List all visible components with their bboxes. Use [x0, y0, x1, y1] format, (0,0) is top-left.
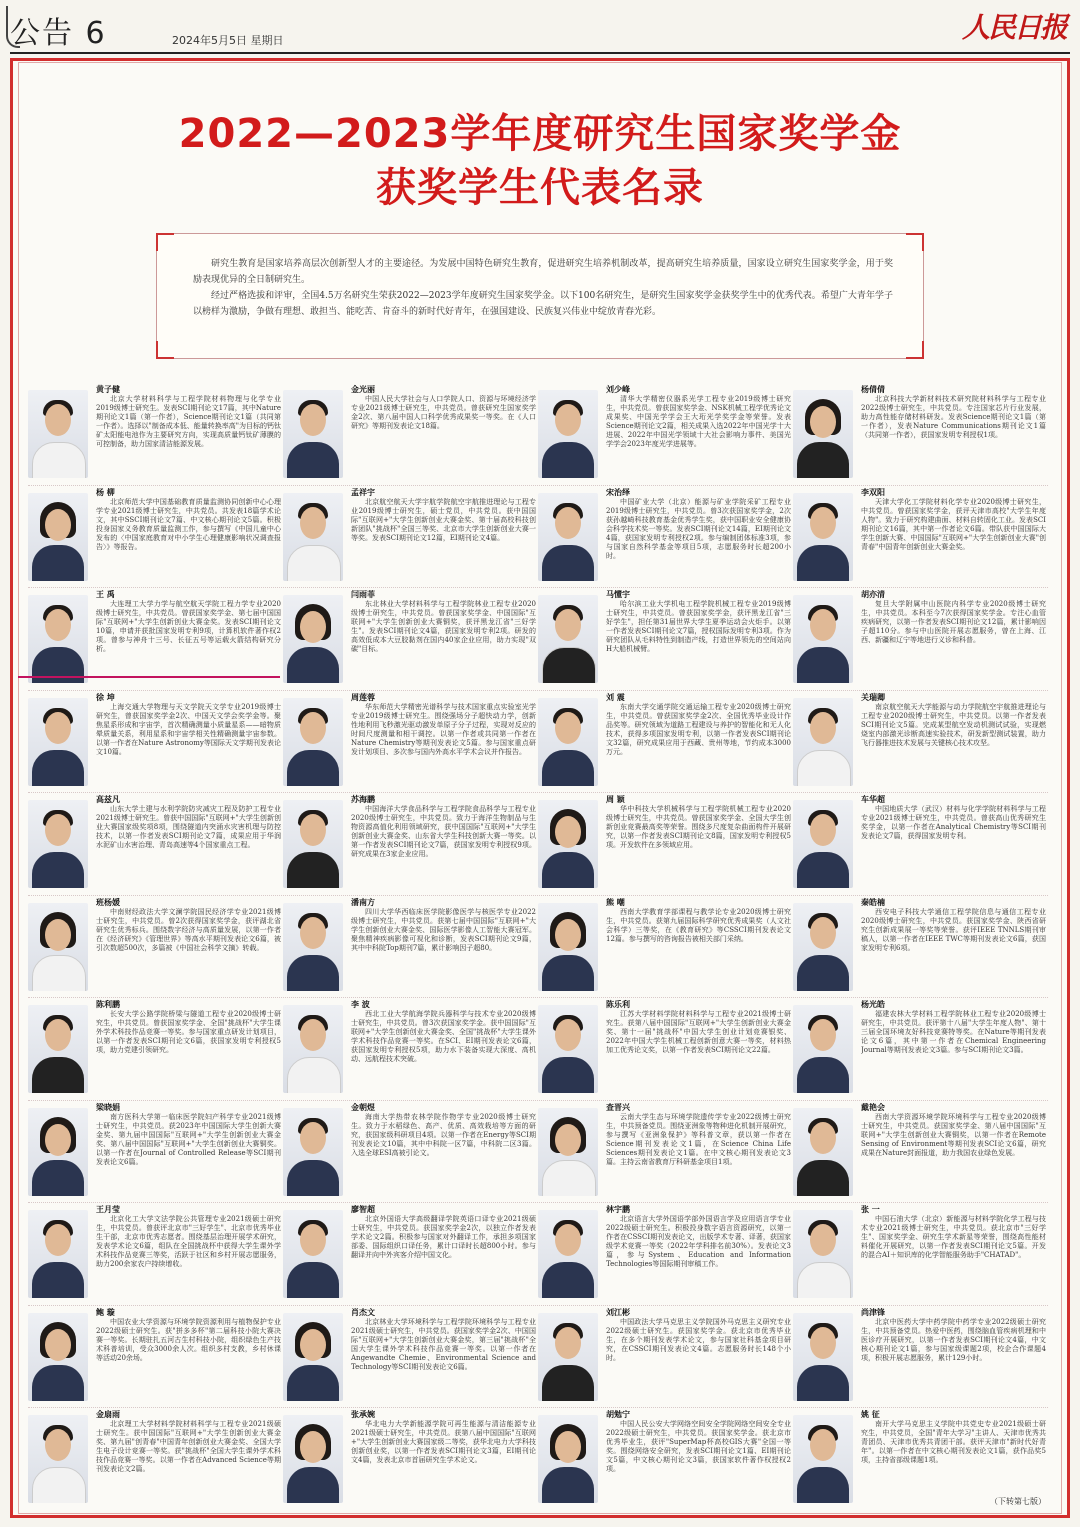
- portrait-head: [45, 509, 71, 541]
- portrait-body: [542, 955, 594, 991]
- student-card: [538, 384, 793, 487]
- student-card: [283, 384, 538, 487]
- page-title-line-1: 2022—2023学年度研究生国家奖学金: [178, 111, 902, 157]
- student-bio: 中南财经政法大学文澜学院国民经济学专业2021级博士研究生，中共党员。曾2次获得国家奖学金，获评湖北省研究生优秀标兵。围绕数字经济与高质量发展，以第一作者在《经济研究》《管理世界》等高水平期刊发表论文6篇，被引次数超500次，多篇被《中国社会科学文摘》转载。: [96, 907, 281, 952]
- portrait-head: [45, 712, 71, 744]
- masthead-rule: [10, 52, 1070, 54]
- student-name: 潘南方: [351, 897, 375, 907]
- student-bio: 复旦大学附属中山医院内科学专业2020级博士研究生，中共党员。本科至今7次获得国家奖学金。专注心血管疾病研究，以第一作者发表SCI期刊论文12篇，累计影响因子超110分。参与中山医院开展志愿服务，曾在上海、江西、新疆和辽宁等地进行义诊和科普。: [861, 600, 1046, 644]
- student-bio: 华东师范大学精密光谱科学与技术国家重点实验室光学专业2019级博士研究生。围绕强场分子超快动力学，创新性地利用飞秒激光驱动激发单原子分子过程，实现对反应的时间尺度测量和相干调控。以第一作者或共同第一作者在Nature Chemistry等期刊发表论文5篇。参与国家重点研发计划项目、多次参与国内外高水平学术会议并作报告。: [351, 702, 536, 756]
- student-bio: 南方医科大学第一临床医学院妇产科学专业2021级博士研究生，中共党员。获2023年中国国际大学生创新大赛金奖、第九届中国国际"互联网+"大学生创新创业大赛金奖、第八届中国国际"互联网+"大学生创新创业大赛铜奖。以第一作者在Journal of Controlled Release等SCI期刊发表论文6篇。: [96, 1112, 281, 1166]
- portrait-body: [287, 442, 339, 478]
- student-name: 陈乐利: [606, 1000, 630, 1009]
- student-bio: 西安电子科技大学通信工程学院信息与通信工程专业2020级博士研究生，中共党员。获国家奖学金、陕西省研究生创新成果展一等奖等荣誉。获评IEEE TNNLS期刊审稿人，以第一作者在IEEE TWC等期刊发表论文6篇，获国家发明专利6项。: [861, 907, 1046, 952]
- student-bio: 上海交通大学物理与天文学院天文学专业2019级博士研究生，曾获国家奖学金2次、中国天文学会奖学金等。聚焦星系形成和宇宙学，首次精确测量小质量星系——暗物质晕质量关系，利用星系和宇宙学相关性精确测量宇宙参数。以第一作者在Nature Astronomy等国际天文学期刊发表论文10篇。: [96, 702, 281, 756]
- student-photo: [283, 390, 343, 478]
- portrait-body: [287, 1467, 339, 1503]
- student-card: [793, 384, 1048, 487]
- student-bio: 北京语言大学外国语学部外国语言学及应用语言学专业2022级硕士研究生。积极投身数字语言资源研究，以第一作者在CSSCI期刊发表论文，出版学术专著、译著，获国家级学术竞赛一等奖（2022年学科排名前30%）。发表论文3篇，参与System、Education and Information Technologies等国际期刊审稿工作。: [606, 1215, 791, 1268]
- student-bio: 西南大学资源环境学院环境科学与工程专业2020级博士研究生，中共党员。获国家奖学金、第八届中国国际"互联网+"大学生创新创业大赛铜奖，以第一作者在Remote Sensing of Environment等期刊发表SCI论文6篇，研究成果在Nature封面报道，助力我国农业绿色发展。: [861, 1112, 1046, 1157]
- student-photo: [793, 493, 853, 581]
- student-name: 陈利鹏: [96, 1000, 120, 1009]
- student-photo: [793, 1210, 853, 1298]
- row-divider: [28, 1100, 1048, 1101]
- portrait-body: [32, 750, 84, 786]
- student-card: [793, 1307, 1048, 1410]
- student-card: [283, 1204, 538, 1307]
- student-card: [283, 1409, 538, 1512]
- student-name: 刘少峰: [606, 385, 630, 394]
- student-bio: 大连理工大学力学与航空航天学院工程力学专业2020级博士研究生，中共党员。曾获国家奖学金、第七届中国国际"互联网+"大学生创新创业大赛金奖。发表SCI期刊论文10篇，申请并获批国家发明专利9项，计算机软件著作权2项。曾参与神舟十三号、长征五号等运载火箭结构研究分析。: [96, 600, 281, 653]
- student-photo: [793, 595, 853, 683]
- student-name: 金扇雨: [96, 1410, 120, 1419]
- student-photo: [283, 1005, 343, 1093]
- student-bio: 清华大学精密仪器系光学工程专业2019级博士研究生，中共党员。曾获国家奖学金、NSK机械工程学优秀论文成果奖、中国光学学会王大珩光学奖学金等荣誉。发表Science期刊论文2篇，相关成果入选2022年中国光学十大进展、2022年中国光学领域十大社会影响力事件、美国光学学会2023年度光学进展等。: [606, 395, 791, 448]
- student-name: 姚 征: [861, 1410, 880, 1419]
- student-name: 廖智超: [351, 1205, 375, 1214]
- intro-paragraph: 研究生教育是国家培养高层次创新型人才的主要途径。为发展中国特色研究生教育，促进研究生培养机制改革，提高研究生培养质量，国家设立研究生国家奖学金，用于奖励表现优异的全日制研究生。: [193, 259, 893, 285]
- student-card: [28, 487, 283, 590]
- portrait-body: [287, 750, 339, 786]
- student-card: [793, 897, 1048, 1000]
- student-card: [793, 1102, 1048, 1205]
- highlight-underline: [18, 676, 280, 678]
- portrait-body: [797, 647, 849, 683]
- student-photo: [28, 1313, 88, 1401]
- row-divider: [28, 997, 1048, 998]
- student-card: [283, 897, 538, 1000]
- student-card: [283, 589, 538, 692]
- portrait-body: [32, 1262, 84, 1298]
- student-card: [538, 1409, 793, 1512]
- student-name: 胡勉宁: [606, 1410, 630, 1419]
- portrait-body: [542, 1365, 594, 1401]
- student-name: 杨倩倩: [861, 385, 885, 394]
- student-name: 戴艳会: [861, 1102, 885, 1112]
- student-card: [793, 1204, 1048, 1307]
- portrait-head: [555, 816, 581, 848]
- portrait-head: [300, 1431, 326, 1463]
- student-card: [28, 897, 283, 1000]
- row-divider: [28, 587, 1048, 588]
- portrait-head: [45, 1224, 71, 1256]
- student-card: [538, 1307, 793, 1410]
- student-name: 张承婉: [351, 1410, 375, 1419]
- student-name: 关瑞卿: [861, 692, 885, 702]
- section-header: 公告 6: [10, 16, 107, 51]
- student-bio: 中国政法大学马克思主义学院国外马克思主义研究专业2022级硕士研究生。获国家奖学金。获北京市优秀毕业生，在多个期刊发表学术论文，参与国家社科基金项目研究，在CSSCI期刊发表论文4篇。志愿服务时长148个小时。: [606, 1317, 791, 1362]
- student-name: 李 波: [351, 1000, 370, 1009]
- student-name: 班杨媛: [96, 897, 120, 907]
- student-name: 林宇鹏: [606, 1205, 630, 1214]
- portrait-head: [555, 1019, 581, 1051]
- student-photo: [538, 1108, 598, 1196]
- student-bio: 长安大学公路学院桥梁与隧道工程专业2020级博士研究生，中共党员。曾获国家奖学金、全国"挑战杯"大学生课外学术科技作品竞赛一等奖。参与国家重点研发计划项目，以第一作者发表SCI期刊论文6篇，获国家发明专利授权5项，助力党建引领研究。: [96, 1010, 281, 1054]
- student-photo: [538, 595, 598, 683]
- student-photo: [793, 903, 853, 991]
- portrait-body: [542, 852, 594, 888]
- student-photo: [793, 1108, 853, 1196]
- intro-text: [193, 256, 893, 320]
- student-card: [538, 794, 793, 897]
- portrait-body: [287, 647, 339, 683]
- student-name: 孟祥宇: [351, 487, 375, 497]
- portrait-head: [45, 919, 71, 951]
- student-bio: 北京大学材料科学与工程学院材料物理与化学专业2019级博士研究生。发表SCI期刊论文17篇，其中Nature期刊论文1篇（第一作者），Science期刊论文1篇（共同第一作者）。选择以"制备成本低、能量转换率高"为目标的钙钛矿太阳能电池作为主要研究方向，实现高质量钙钛矿薄膜的可控制备，助力国家清洁能源发展。: [96, 395, 281, 448]
- student-photo: [793, 1313, 853, 1401]
- student-bio: 四川大学华西临床医学院影像医学与核医学专业2022级博士研究生，中共党员。获第七届中国国际"互联网+"大学生创新创业大赛金奖、国际医学影像人工智能大赛冠军。聚焦精神疾病影像可视化和诊断，发表SCI期刊论文9篇，其中中科院Top期刊7篇，累计影响因子超80。: [351, 907, 536, 952]
- portrait-head: [810, 712, 836, 744]
- student-card: [793, 794, 1048, 897]
- portrait-body: [32, 1365, 84, 1401]
- student-name: 刘江彬: [606, 1307, 630, 1317]
- student-name: 周 颖: [606, 795, 625, 804]
- student-photo: [283, 800, 343, 888]
- student-bio: 云南大学生态与环境学院遗传学专业2022级博士研究生，中共预备党员。围绕亚洲象等物种进化机制开展研究，参与撰写《亚洲象保护》等科普文章，获以第一作者在Science期刊发表论文1篇，在Science China Life Sciences期刊发表论文1篇。在中文核心期刊发表论文3篇。主持云南省教育厅科研基金项目1项。: [606, 1112, 791, 1166]
- portrait-head: [300, 1224, 326, 1256]
- newspaper-logo: 人民日报: [961, 11, 1066, 44]
- portrait-head: [300, 507, 326, 539]
- portrait-head: [45, 1329, 71, 1361]
- student-photo: [28, 903, 88, 991]
- portrait-body: [542, 1467, 594, 1503]
- portrait-body: [797, 1160, 849, 1196]
- student-card: [793, 487, 1048, 590]
- student-photo: [28, 1108, 88, 1196]
- portrait-body: [287, 1057, 341, 1093]
- portrait-body: [542, 1262, 594, 1298]
- student-photo: [28, 1210, 88, 1298]
- portrait-body: [287, 955, 339, 991]
- portrait-body: [287, 1262, 339, 1298]
- portrait-body: [797, 1467, 849, 1503]
- student-photo: [283, 493, 343, 581]
- student-bio: 中国地质大学（武汉）材料与化学学院材料科学与工程专业2021级博士研究生，中共党员。曾获高山优秀研究生奖学金，以第一作者在Analytical Chemistry等SCI期刊发表论文7篇，获得国家发明专利。: [861, 805, 1046, 840]
- student-card: [538, 897, 793, 1000]
- student-photo: [793, 698, 853, 786]
- portrait-head: [555, 1124, 581, 1156]
- portrait-body: [797, 545, 849, 581]
- student-card: [28, 999, 283, 1102]
- portrait-body: [287, 1160, 339, 1196]
- portrait-head: [555, 404, 581, 436]
- student-bio: 中国石油大学（北京）新能源与材料学院化学工程与技术专业2021级博士研究生，中共党员。获北京市"三好学生"、国家奖学金、研究生学术新星等荣誉，围绕高性能材料催化开展研究，以第一作者发表SCI期刊论文5篇。开发的混合AI＋知识库的化学智能服务助手"CHATAD"。: [861, 1215, 1046, 1259]
- portrait-head: [810, 917, 836, 949]
- portrait-body: [542, 1160, 596, 1196]
- student-photo: [28, 1415, 88, 1503]
- student-bio: 中国矿业大学（北京）能源与矿业学院采矿工程专业2019级博士研究生，中共党员。曾3次获国家奖学金，2次获孙越崎科技教育基金优秀学生奖，获中国职业安全健康协会科学技术奖一等奖。发表SCI期刊论文14篇，EI期刊论文4篇，获国家发明专利授权2项。参与编制团体标准3项，参与国家自然科学基金等项目5项，志愿服务时长超200小时。: [606, 497, 791, 560]
- portrait-head: [300, 611, 326, 643]
- student-photo: [538, 493, 598, 581]
- portrait-head: [300, 814, 326, 846]
- student-card: [28, 794, 283, 897]
- portrait-head: [300, 712, 326, 744]
- student-card: [28, 1307, 283, 1410]
- student-name: 宋治绎: [606, 487, 630, 497]
- student-card: [538, 589, 793, 692]
- student-card: [28, 1204, 283, 1307]
- student-name: 车华超: [861, 795, 885, 804]
- issue-date: 2024年5月5日 星期日: [172, 34, 284, 47]
- portrait-head: [300, 404, 326, 436]
- row-divider: [28, 485, 1048, 486]
- portrait-head: [45, 1019, 71, 1051]
- student-name: 胡亦清: [861, 590, 885, 599]
- portrait-body: [797, 955, 849, 991]
- student-card: [28, 384, 283, 487]
- portrait-body: [287, 545, 341, 581]
- student-card: [283, 1307, 538, 1410]
- portrait-body: [797, 750, 851, 786]
- portrait-head: [810, 814, 836, 846]
- portrait-head: [300, 1329, 326, 1361]
- student-name: 李双阳: [861, 487, 885, 497]
- student-bio: 北京科技大学新材料技术研究院材料科学与工程专业2022级博士研究生，中共党员。专注国家芯片行业发展，助力高性能存储材料研发。发表Science期刊论文1篇（第一作者），发表Nature Communications期刊论文1篇（共同第一作者），获国家发明专利授权1项。: [861, 395, 1046, 439]
- student-card: [538, 487, 793, 590]
- corner-ornament: [156, 341, 174, 359]
- portrait-body: [797, 852, 849, 888]
- portrait-body: [797, 442, 849, 478]
- student-name: 金朝煜: [351, 1102, 375, 1112]
- student-card: [793, 999, 1048, 1102]
- student-name: 闫雨菲: [351, 590, 375, 599]
- student-photo: [28, 493, 88, 581]
- student-name: 梁晓娟: [96, 1102, 120, 1112]
- student-card: [28, 1102, 283, 1205]
- student-bio: 北京理工大学材料学院材料科学与工程专业2021级硕士研究生。获中国国际"互联网+"大学生创新创业大赛金奖、第九届"创青春"中国青年创新创业大赛金奖、全国大学生电子设计竞赛一等奖。获"挑战杯"全国大学生课外学术科技作品竞赛一等奖。以第一作者在Advanced Science等期刊发表论文2篇。: [96, 1420, 281, 1473]
- student-bio: 东北林业大学材料科学与工程学院林业工程专业2020级博士研究生，中共党员。曾获国家奖学金、中国国际"互联网+"大学生创新创业大赛铜奖，获评黑龙江省"三好学生"。发表SCI期刊论文4篇，获国家发明专利2项。研发的高效低成本大豆胶黏剂在国内40家企业应用，助力实现"双碳"目标。: [351, 600, 536, 653]
- student-photo: [283, 698, 343, 786]
- student-photo: [538, 698, 598, 786]
- portrait-head: [810, 1122, 836, 1154]
- portrait-head: [810, 406, 836, 438]
- student-bio: 中国人民大学社会与人口学院人口、资源与环境经济学专业2021级博士研究生，中共党员。曾获研究生国家奖学金2次、第八届中国人口科学优秀成果奖一等奖。在《人口研究》等期刊发表论文18篇。: [351, 395, 536, 430]
- student-name: 查晋兴: [606, 1102, 630, 1112]
- student-card: [538, 692, 793, 795]
- student-bio: 西北工业大学航海学院兵器科学与技术专业2020级博士研究生，中共党员。曾3次获国家奖学金。获中国国际"互联网+"大学生创新创业大赛金奖、全国"挑战杯"大学生课外学术科技作品竞赛一等奖。在SCI、EI期刊发表论文6篇，获国家发明专利授权5项，助力水下装备实现大深度、高机动、远航程技术突破。: [351, 1010, 536, 1063]
- student-bio: 天津大学化工学院材料化学专业2020级博士研究生，中共党员。曾获国家奖学金，获评天津市高校"大学生年度人物"。致力于研究构建曲面、材料自转固化工业。发表SCI期刊论文16篇，其中第一作者论文6篇。带队获中国国际大学生创新大赛、中国国际"互联网+"大学生创新创业大赛"创青春"中国青年创新创业大赛金奖。: [861, 497, 1046, 551]
- corner-ornament: [156, 233, 174, 251]
- page-title-line-2: 获奖学生代表名录: [376, 165, 704, 211]
- student-card: [538, 1102, 793, 1205]
- student-photo: [28, 1005, 88, 1093]
- corner-ornament: [906, 233, 924, 251]
- student-photo: [538, 1415, 598, 1503]
- portrait-head: [45, 1124, 71, 1156]
- portrait-head: [810, 1019, 836, 1051]
- portrait-body: [32, 852, 84, 888]
- student-photo: [283, 1210, 343, 1298]
- student-photo: [793, 1415, 853, 1503]
- continued-note: （下转第七版）: [990, 1497, 1046, 1506]
- portrait-head: [810, 609, 836, 641]
- portrait-head: [810, 1327, 836, 1359]
- portrait-body: [542, 750, 594, 786]
- student-bio: 北京林业大学环境科学与工程学院环境科学与工程专业2021级硕士研究生，中共党员。获国家奖学金2次、中国国际"互联网+"大学生创新创业大赛金奖，第三届"挑战杯"全国大学生课外学术科技作品竞赛一等奖。以第一作者在Angewandte Chemie、Environmental Science and Technology等SCI期刊发表论文6篇。: [351, 1317, 536, 1371]
- student-name: 熊 嘲: [606, 897, 625, 907]
- portrait-head: [45, 404, 71, 436]
- student-card: [793, 589, 1048, 692]
- student-photo: [793, 390, 853, 478]
- student-bio: 南京航空航天大学能源与动力学院航空宇航推进理论与工程专业2020级博士研究生，中共党员。以第一作者发表SCI期刊论文5篇。完成某型航空发动机测试试验，实现燃烧室内部激光诊断高速实验技术，研发新型测试装置，助力飞行器推进技术发展与关键核心技术攻坚。: [861, 702, 1046, 747]
- portrait-head: [810, 1429, 836, 1461]
- student-bio: 海南大学热带农林学院作物学专业2020级博士研究生。致力于水稻绿色、高产、优质、高效栽培等方面的研究，获国家级科研项目4项。以第一作者在Energy等SCI期刊发表论文10篇，其中中科院一区7篇，中科院二区3篇。入选全球ESI高被引论文。: [351, 1112, 536, 1157]
- portrait-head: [555, 1327, 581, 1359]
- row-divider: [28, 1407, 1048, 1408]
- portrait-body: [32, 1057, 84, 1093]
- student-name: 王月莹: [96, 1205, 120, 1214]
- student-bio: 北京化工大学文法学院公共管理专业2021级硕士研究生，中共党员。曾获评北京市"三好学生"、北京市优秀毕业生干部，北京市优秀志愿者。围绕基层治理开展学术研究，发表学术论文6篇，组队在全国挑战杯中获得大学生课外学术科技作品竞赛三等奖，活跃于社区和乡村开展志愿服务，助力200余家农户持续增收。: [96, 1215, 281, 1268]
- portrait-body: [32, 1160, 84, 1196]
- portrait-body: [797, 1057, 849, 1093]
- masthead: [0, 0, 1080, 52]
- portrait-body: [542, 545, 594, 581]
- portrait-head: [45, 1429, 71, 1461]
- student-bio: 东南大学交通学院交通运输工程专业2020级博士研究生，中共党员。曾获国家奖学金2次、全国优秀毕业设计作品奖等。研究领域为道路工程建设与养护的智能化和无人化技术，获得多项国家发明专利，以第一作者发表SCI期刊论文32篇，研究成果应用于西藏、贵州等地，节约成本3000万元。: [606, 702, 791, 756]
- student-photo: [283, 903, 343, 991]
- student-name: 黄子健: [96, 385, 120, 394]
- student-name: 王 禹: [96, 590, 115, 599]
- portrait-head: [45, 609, 71, 641]
- student-bio: 北京航空航天大学宇航学院航空宇航推进理论与工程专业2019级博士研究生，硕士党员，中共党员。获中国国际"互联网+"大学生创新创业大赛金奖、第十届高校科技创新团队"挑战杯"全国三等奖、北京市大学生创新创业大赛一等奖。发表SCI期刊论文12篇，EI期刊论文4篇。: [351, 497, 536, 542]
- student-name: 徐 坤: [96, 692, 115, 702]
- student-photo: [538, 1210, 598, 1298]
- student-photo: [28, 698, 88, 786]
- portrait-head: [300, 1122, 326, 1154]
- portrait-head: [45, 814, 71, 846]
- student-bio: 哈尔滨工业大学机电工程学院机械工程专业2019级博士研究生，中共党员。曾获国家奖学金，获评黑龙江省"三好学生"，担任第31届世界大学生夏季运动会火炬手。以第一作者发表SCI期刊论文7篇，授权国际发明专利3项。作为研究团队从毛料特性到制造产线，打造世界领先的空间站向H大船机械臂。: [606, 600, 791, 653]
- student-card: [28, 1409, 283, 1512]
- student-photo: [538, 903, 598, 991]
- student-name: 高兹凡: [96, 795, 120, 804]
- portrait-body: [797, 1365, 849, 1401]
- student-card: [538, 1204, 793, 1307]
- row-divider: [28, 792, 1048, 793]
- student-name: 马懂宇: [606, 590, 630, 599]
- student-name: 肖杰文: [351, 1307, 375, 1317]
- student-bio: 中国海洋大学食品科学与工程学院食品科学与工程专业2020级博士研究生，中共党员。致力于海洋生物制品与生物资源高值化利用领域研究，获中国国际"互联网+"大学生创新创业大赛金奖、山东省大学生科技创新大赛一等奖。以第一作者发表SCI期刊论文7篇，获国家发明专利授权9项。研究成果在3家企业应用。: [351, 805, 536, 858]
- student-bio: 中国农业大学资源与环境学院资源利用与植物保护专业2022级硕士研究生。获"拼多多杯"第二届科技小院大赛决赛一等奖。长期驻扎五河古生村科技小院，组织绿色生产技术科普培训，受众3000余人次。组织多村支教，乡村休课等活动20余场。: [96, 1317, 281, 1362]
- portrait-body: [32, 955, 86, 991]
- student-name: 秦皓楠: [861, 897, 885, 907]
- student-photo: [283, 1313, 343, 1401]
- student-bio: 华北电力大学新能源学院可再生能源与清洁能源专业2021级硕士研究生，中共党员。获第八届中国国际"互联网+"大学生创新创业大赛国家级二等奖，获华北电力大学科技创新创业奖，以第一作者发表SCI期刊论文3篇，EI期刊论文4篇，发表北京市首届研究生学术论文。: [351, 1420, 536, 1464]
- student-photo: [28, 800, 88, 888]
- portrait-head: [555, 609, 581, 641]
- row-divider: [28, 895, 1048, 896]
- student-photo: [283, 1108, 343, 1196]
- intro-box: [156, 233, 924, 359]
- student-photo: [283, 1415, 343, 1503]
- student-card: [283, 487, 538, 590]
- corner-ornament: [906, 341, 924, 359]
- student-name: 苏海鹏: [351, 795, 375, 804]
- portrait-body: [797, 1262, 851, 1298]
- student-bio: 山东大学土建与水利学院防灾减灾工程及防护工程专业2021级博士研究生。曾获中国国际"互联网+"大学生创新创业大赛国家级奖项8项，围绕隧道内突涌水灾害机理与防控技术，以第一作者发表SCI期刊论文7篇，成果应用于华润水泥矿山水害治理、青岛高速等4个国家重点工程。: [96, 805, 281, 849]
- row-divider: [28, 1305, 1048, 1306]
- student-bio: 北京师范大学中国基础教育质量监测协同创新中心心理学专业2021级博士研究生，中共党员。共发表18篇学术论文，其中SSCI期刊论文7篇、中文核心期刊论文5篇。积极投身国家义务教育质量监测工作，参与撰写《中国儿童中心发布的〈中国家庭教育对中小学生心理健康影响状况调查报告〉》等报告。: [96, 497, 281, 551]
- student-card: [538, 999, 793, 1102]
- student-card: [283, 999, 538, 1102]
- student-card: [283, 1102, 538, 1205]
- portrait-head: [555, 919, 581, 951]
- portrait-head: [555, 507, 581, 539]
- student-bio: 南开大学马克思主义学院中共党史专业2021级硕士研究生，中共党员，全国"青年大学习"主讲人、天津市优秀共青团员、天津市优秀共青团干部。获评天津市"新时代好青年"。以第一作者在中文核心期刊发表论文1篇，获作品奖5项，主持省部级课题1项。: [861, 1420, 1046, 1464]
- student-name: 杨光皓: [861, 1000, 885, 1009]
- portrait-head: [300, 1019, 326, 1051]
- student-photo: [283, 595, 343, 683]
- portrait-body: [287, 852, 339, 888]
- student-photo: [793, 1005, 853, 1093]
- portrait-head: [300, 917, 326, 949]
- student-name: 周莲蓉: [351, 692, 375, 702]
- portrait-body: [32, 545, 84, 581]
- portrait-head: [555, 712, 581, 744]
- portrait-head: [810, 507, 836, 539]
- student-photo: [538, 390, 598, 478]
- student-name: 刘 震: [606, 692, 625, 702]
- student-card: [793, 692, 1048, 795]
- student-bio: 华中科技大学机械科学与工程学院机械工程专业2020级博士研究生，中共党员。曾获国家奖学金、全国大学生创新创业竞赛最高奖等荣誉。围绕多尺度复杂曲面构件开展研究，以第一作者发表SCI期刊论文8篇，国家发明专利授权5项。开发软件在多领域应用。: [606, 805, 791, 849]
- student-bio: 江苏大学材料学院材料科学与工程专业2021级博士研究生。获第八届中国国际"互联网+"大学生创新创业大赛金奖、第十一届"挑战杯"中国大学生创业计划竞赛银奖、2022年中国大学生机械工程创新创意大赛一等奖，材料热加工优秀论文奖，以第一作者发表SCI期刊论文22篇。: [606, 1010, 791, 1054]
- portrait-body: [542, 442, 594, 478]
- student-photo: [28, 595, 88, 683]
- student-bio: 福建农林大学材料工程学院林业工程专业2020级博士研究生，中共党员。获评第十八届"大学生年度人物"、第十三届全国环境友好科技竞赛特等奖。在Nature等期刊发表论文6篇，其中第一作者在Chemical Engineering Journal等期刊发表论文3篇。参与SCI期刊论文3篇。: [861, 1010, 1046, 1054]
- student-bio: 北京中医药大学中药学院中药学专业2022级硕士研究生，中共预备党员。热爱中医药，围绕脑血管疾病机理和中医诊疗开展研究，以第一作者发表SCI期刊论文4篇，中文核心期刊论文1篇，参与国家级课题2项，校企合作课题4项，积极开展志愿服务，累计129小时。: [861, 1317, 1046, 1362]
- portrait-body: [32, 442, 86, 478]
- student-card: [28, 692, 283, 795]
- student-bio: 西南大学教育学部课程与教学论专业2020级博士研究生，中共党员。获第九届国际科学研究优秀成果奖（人文社会科学）三等奖，在《教育研究》等CSSCI期刊发表论文12篇。参与撰写的咨询报告被相关部门采纳。: [606, 907, 791, 943]
- portrait-body: [32, 1467, 86, 1503]
- portrait-body: [542, 647, 596, 683]
- student-bio: 中国人民公安大学网络空间安全学院网络空间安全专业2022级硕士研究生，中共党员。获国家奖学金。获北京市优秀毕业生，获评"SuperMap杯高校GIS大赛"全国一等奖。围绕网络安全研究，发表SCI期刊论文1篇、EI期刊论文5篇，中文核心期刊论文3篇，获国家软件著作权授权2项。: [606, 1420, 791, 1473]
- student-name: 张 一: [861, 1205, 880, 1214]
- row-divider: [28, 1202, 1048, 1203]
- student-bio: 北京外国语大学高级翻译学院英语口译专业2021级硕士研究生，中共党员。获国家奖学金2次，以独立作者发表学术论文2篇。积极参与国家对外翻译工作，承担多项国家部委、国际组织口译任务，累计口译时长超800小时。参与翻译并向中外宾客介绍中国文化。: [351, 1215, 536, 1259]
- student-name: 尚津锋: [861, 1307, 885, 1317]
- student-name: 鲍 璇: [96, 1307, 115, 1317]
- row-divider: [28, 690, 1048, 691]
- student-photo: [28, 390, 88, 478]
- portrait-head: [555, 1224, 581, 1256]
- student-card: [283, 692, 538, 795]
- student-name: 金光丽: [351, 385, 375, 394]
- portrait-head: [555, 1431, 581, 1463]
- portrait-body: [542, 1057, 594, 1093]
- student-photo: [793, 800, 853, 888]
- portrait-body: [287, 1365, 339, 1401]
- student-photo: [538, 1005, 598, 1093]
- student-photo: [538, 1313, 598, 1401]
- student-card: [283, 794, 538, 897]
- student-name: 杨 柳: [96, 487, 115, 497]
- student-photo: [538, 800, 598, 888]
- intro-paragraph: 经过严格选拔和评审，全国4.5万名研究生荣获2022—2023学年度研究生国家奖学金。以下100名研究生，是研究生国家奖学金获奖学生中的优秀代表。希望广大青年学子以榜样为激励，争做有理想、敢担当、能吃苦、肯奋斗的新时代好青年，在强国建设、民族复兴伟业中绽放青春光彩。: [193, 291, 893, 317]
- portrait-head: [810, 1224, 836, 1256]
